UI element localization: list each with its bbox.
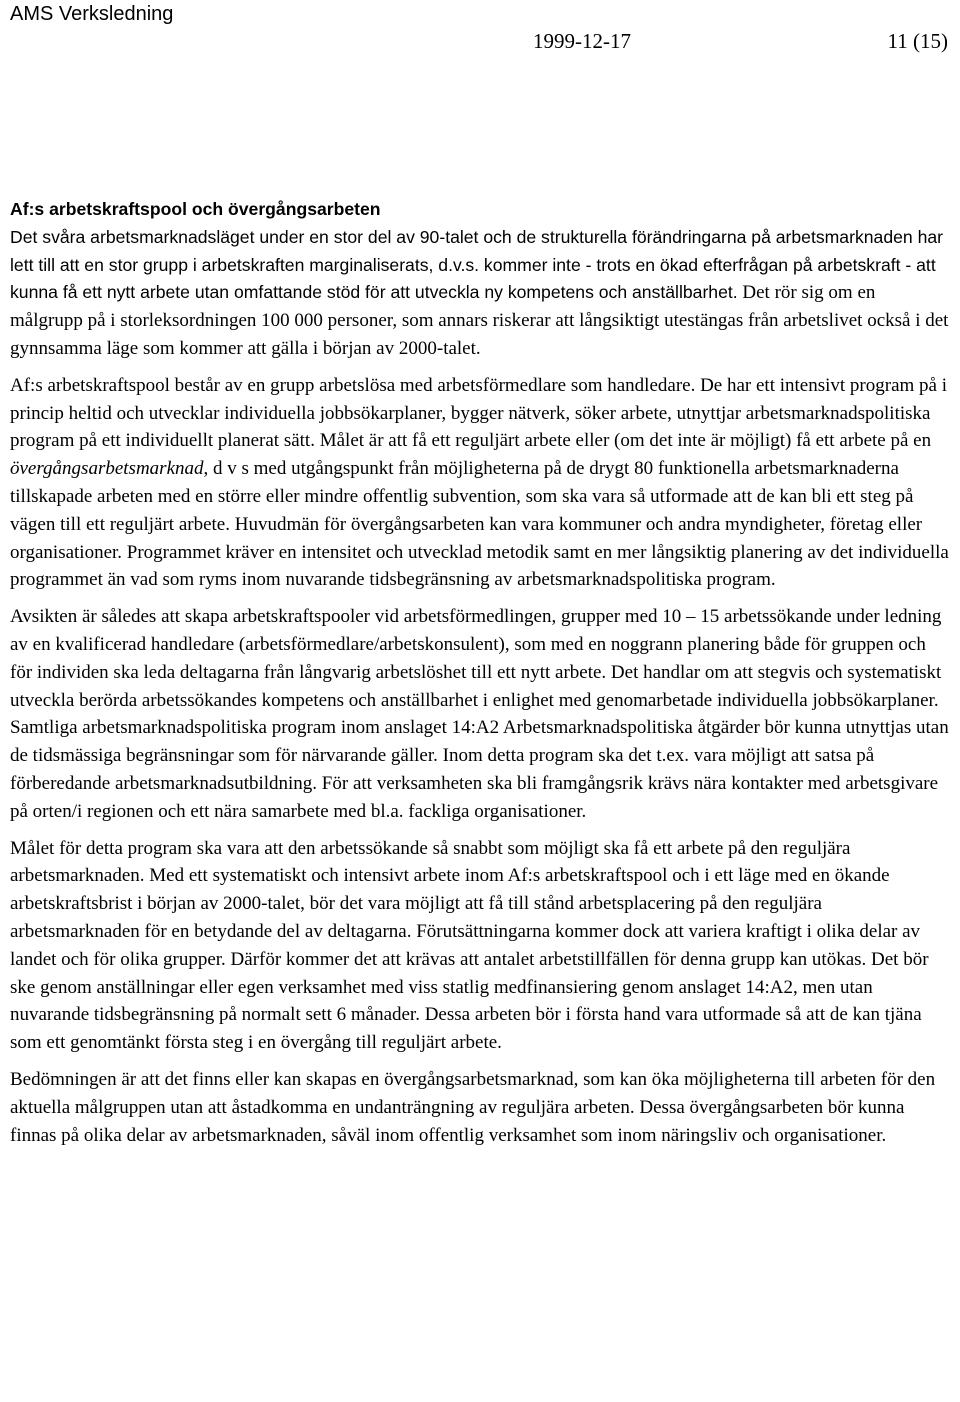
paragraph-avsikten: Avsikten är således att skapa arbetskraftspooler vid arbetsförmedlingen, grupper med 10 – 15 arbetssökande under ledning av en kvalificerad handledare (arbetsförmedlare/arbetskonsulent), som med en noggrann planering både för gruppen och för individen ska leda deltagarna från långvarig arbetslöshet till ett nytt arbete. Det handlar om att stegvis och systematiskt utveckla berörda arbetssökandes kompetens och anställbarhet i enlighet med genomarbetade individuella jobbsökarplaner. Samtliga arbetsmarknadspolitiska program inom anslaget 14:A2 Arbetsmarknadspolitiska åtgärder bör kunna utnyttjas utan de tidsmässiga begränsningar som för närvarande gäller. Inom detta program ska det t.ex. vara möjligt att satsa på förberedande arbetsmarknadsutbildning. För att verksamheten ska bli framgångsrik krävs nära kontakter med arbetsgivare på orten/i regionen och ett nära samarbete med bl.a. fackliga organisationer. bbox=[10, 606, 949, 822]
header-page-number: 11 (15) bbox=[887, 29, 948, 53]
p2-text-end: , d v s med utgångspunkt från möjligheterna på de drygt 80 funktionella arbetsmarknaderna tillskapade arbeten med en större eller mindre offentlig subvention, som ska vara så utformade att de kan bli ett steg på vägen till ett reguljärt arbete. Huvudmän för övergångsarbeten kan vara kommuner och andra myndigheter, företag eller organisationer. Programmet kräver en intensitet och utvecklad metodik samt en mer långsiktig planering av det individuella programmet än vad som ryms inom nuvarande tidsbegränsning av arbetsmarknadspolitiska program. bbox=[10, 458, 949, 591]
paragraph-intro bbox=[10, 224, 950, 363]
header-organization: AMS Verksledning bbox=[10, 3, 174, 25]
paragraph-arbetskraftspool bbox=[10, 372, 950, 594]
paragraph-bedomningen: Bedömningen är att det finns eller kan skapas en övergångsarbetsmarknad, som kan öka möjligheterna till arbeten för den aktuella målgruppen utan att åstadkomma en undanträngning av reguljära arbeten. Dessa övergångsarbeten bör kunna finnas på olika delar av arbetsmarknaden, såväl inom offentlig verksamhet som inom näringsliv och organisationer. bbox=[10, 1068, 936, 1146]
p2-emphasis: övergångsarbetsmarknad bbox=[10, 458, 204, 480]
p2-text-start: Af:s arbetskraftspool består av en grupp arbetslösa med arbetsförmedlare som handledare. De har ett intensivt program på i princip heltid och utvecklar individuella jobbsökarplaner, bygger nätverk, söker arbete, utnyttjar arbetsmarknadspolitiska program på ett individuellt planerat sätt. Målet är att få ett reguljärt arbete eller (om det inte är möjligt) få ett arbete på en bbox=[10, 374, 948, 452]
intro-serif-text: Det rör sig om en målgrupp på i storleksordningen 100 000 personer, som annars riskerar att långsiktigt utestängas från arbetslivet också i det gynnsamma läge som kommer att gälla i början av 2000-talet. bbox=[10, 282, 949, 359]
document-body bbox=[10, 196, 950, 1149]
intro-sans-text: Det svåra arbetsmarknadsläget under en stor del av 90-talet och de strukturella förändringarna på arbetsmarknaden har lett till att en stor grupp i arbetskraften marginaliserats, d.v.s. kommer inte - trots en ökad efterfrågan på arbetskraft - att kunna få ett nytt arbete utan omfattande stöd för att utveckla ny kompetens och anställbarhet. bbox=[10, 226, 943, 303]
header-date: 1999-12-17 bbox=[533, 29, 631, 53]
section-heading: Af:s arbetskraftspool och övergångsarbeten bbox=[10, 199, 381, 219]
paragraph-malet: Målet för detta program ska vara att den arbetssökande så snabbt som möjligt ska få ett arbete på den reguljära arbetsmarknaden. Med ett systematiskt och intensivt arbete inom Af:s arbetskraftspool och i ett läge med en ökande arbetskraftsbrist i början av 2000-talet, bör det vara möjligt att få till stånd arbetsplacering på den reguljära arbetsmarknaden för en betydande del av deltagarna. Förutsättningarna kommer dock att variera kraftigt i olika delar av landet och för olika grupper. Därför kommer det att krävas att antalet arbetstillfällen för denna grupp kan utökas. Det bör ske genom anställningar eller egen verksamhet med viss statlig medfinansiering genom anslaget 14:A2, men utan nuvarande tidsbegränsning på normalt sett 6 månader. Dessa arbeten bör i första hand vara utformade så att de kan tjäna som ett genomtänkt första steg i en övergång till reguljärt arbete. bbox=[10, 837, 929, 1054]
page-header bbox=[0, 0, 960, 60]
